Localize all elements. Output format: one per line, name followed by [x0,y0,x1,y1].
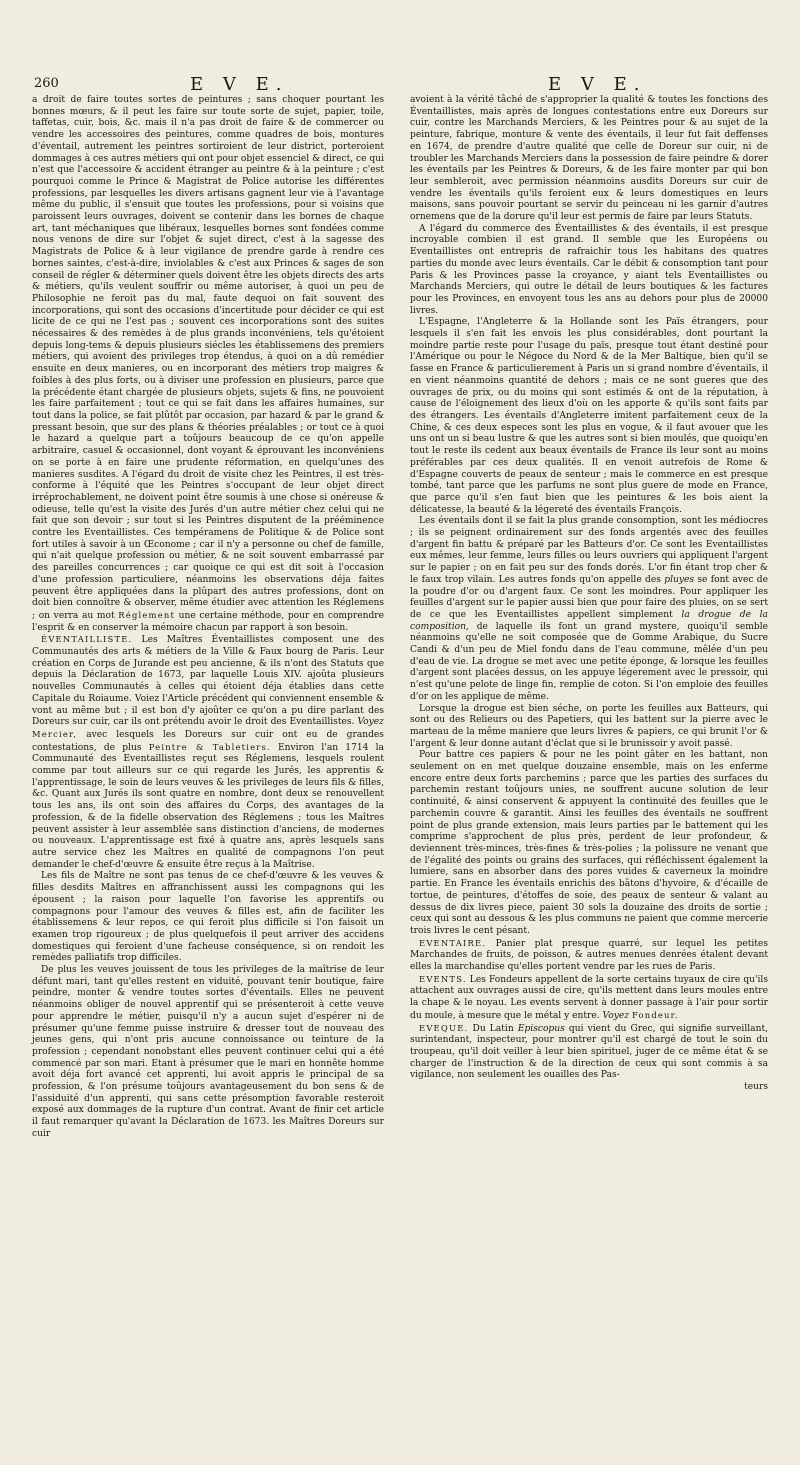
running-head-left: E V E. [190,74,289,95]
entry-eventaire [410,938,768,974]
entry-headword: ÉVENTAILLISTE. [41,634,133,645]
entry-eveque [410,1023,768,1083]
entry-eventailliste [32,634,384,871]
left-column [32,95,384,1141]
paragraph: De plus les veuves jouissent de tous les privileges de la maîtrise de leur défunt mari, tant qu'elles restent en viduité, pouvant tenir boutique, faire peindre, monter & vendre toutes sortes d'éventails. Elles ne peuvent néanmoins obliger de nouvel apprentif qui se présenteroit à cette veuve pour apprendre le métier, puisqu'il n'y a aucun sujet d'espérer ni de présumer qu'une femme puisse instruire & dresser tout de nouveau des jeunes gens, qui n'ont pris aucune connoissance ou teinture de la profession ; cependant nonobstant elles peuvent continuer celui qui a été commencé par son mari. Etant à présumer que le mari en honnête homme avoit déja fort avancé cet apprenti, lui avoit appris le principal de sa profession, & l'on présume toûjours avantageusement du bon sens & de l'assiduité d'un apprenti, qui sans cette présomption favorable resteroit exposé aux dommages de la rupture d'un contrat. Avant de finir cet article il faut remarquer qu'avant la Déclaration de 1673. les Maîtres Doreurs sur cuir [32,965,384,1139]
paragraph: Pour battre ces papiers & pour ne les point gâter en les battant, non seulement on en met quelque douzaine ensemble, mais on les enferme encore entre deux forts parchemins ; parce que les parties des surfaces du parchemin restant toûjours unies, ne souffrent aucune solution de leur continuité, & ainsi conservent & appuyent la continuité des feuilles que le parchemin couvre & garantit. Ainsi les feuilles des éventails ne souffrent point de plus grande extension, mais leurs parties par le battement qui les comprime s'approchent de plus près, perdent de leur profondeur, & deviennent très-minces, très-fines & très-polies ; la polissure ne venant que de l'égalité des points ou grains des surfaces, qui réfléchissent également la lumiere, sans en absorber dans des pores vuides & caverneux la moindre partie. En France les éventails enrichis des bâtons d'hyvoire, & d'écaille de tortue, de peintures, d'étoffes de soie, des peaux de senteur & valant au dessus de dix livres piece, paient 30 sols la douzaine des droits de sortie ; ceux qui sont au dessous & les plus communs ne paient que comme mercerie trois livres le cent pésant. [410,750,768,936]
paragraph [32,95,384,634]
italic-term: la drogue de la composition, [410,609,768,632]
paragraph-text: se font avec de la poudre d'or ou d'argent faux. Ce sont les moindres. Pour appliquer les feuilles d'argent sur le papier aussi bien que pour faire des pluies, on se sert de ce que les Eventaillistes appellent simplement [410,574,768,620]
page-number: 260 [34,76,59,91]
entry-headword: EVEQUE. [419,1022,469,1033]
entry-headword: EVENTAIRE. [419,937,487,948]
paragraph-text: une certaine méthode, pour en comprendre l'esprit & en conserver la mémoire chacun par rapport à son besoin. [32,610,384,633]
paragraph-text: a droit de faire toutes sortes de peintures ; sans choquer pourtant les bonnes mœurs, & il peut les faire sur toute sorte de sujet, papier, toile, taffetas, cuir, bois, &c. mais il n'a pas droit de faire & de commercer ou vendre les accessoires des peintures, comme quadres de bois, montures d'éventail, autrement les peintres sortiroient de leur district, porteroient dommages à ces autres métiers qui ont pour objet essenciel & direct, ce qui n'est que l'accessoire & accident étranger au peintre & à la peinture ; c'est pourquoi comme le Prince & Magistrat de Police autorise les différentes professions, par lesquelles les divers artisans gagnent leur vie à l'avantage même du public, il s'ensuit que toutes les professions, pour si voisins que paroissent leurs ouvrages, doivent se contenir dans les bornes de chaque art, tant méchaniques que libéraux, lesquelles bornes sont fondées comme nous venons de dire sur l'objet & sujet direct, c'est à la sagesse des Magistrats de Police & à leur vigilance de prendre garde à rendre ces bornes saintes, c'est-à-dire, inviolables & c'est aux Princes & sages de son conseil de régler & déterminer quels doivent être les objets directs des arts & métiers, qu'ils veulent souffrir ou même autoriser, à quoi un peu de Philosophie ne feroit pas du mal, faute dequoi on fait souvent des incorporations, qui sont des occasions d'incertitude pour décider ce qui est licite de ce qui ne l'est pas ; souvent ces incorporations sont des suites nécessaires & des remèdes à de plus grands inconvéniens, tels qu'étoient depuis long-tems & depuis plusieurs siécles les établissemens des premiers métiers, qui avoient des privileges trop étendus, à quoi on a dû remédier ensuite en deux manieres, ou en incorporant des métiers trop maigres & foibles à des plus forts, ou à diviser une profession en plusieurs, parce que la précédente étant chargée de plusieurs objets, sujets & fins, ne pouvoient les faire parfaitement ; tout ce qui se fait dans les affaires humaines, sur tout dans la police, se fait plûtôt par occasion, par hazard & par le grand & pressant besoin, que sur des plans & théories préalables ; or tout ce à quoi le hazard a quelque part a toûjours beaucoup de ce qu'on appelle arbitraire, casuel & occasionnel, dont voyant & éprouvant les inconvéniens on se porte à en faire une prudente réformation, en quelqu'unes des manieres susdites. A l'égard du droit de visite chez les Peintres, il est très-conforme à l'équité que les Peintres s'occupant de leur objet direct irréprochablement, ne doivent point être soumis à une chose si onéreuse & odieuse, telle qu'est la visite des Jurés d'un autre métier chez celui qui ne fait que son devoir ; sur tout si les Peintres disputent de la prééminence contre les Eventaillistes. Ces tempéramens de Politique & de Police sont fort utiles à savoir à un Œconome ; car il n'y a personne ou chef de famille, qui n'ait quelque profession ou métier, & ne soit souvent embarrassé par des pareilles concurrences ; car quoique ce qui est dit soit à l'occasion d'une profession particuliere, néanmoins les observations déja faites peuvent être appliquées dans la plûpart des autres professions, dont on doit bien connoître & observer, même étudier avec attention les Réglemens ; on verra au mot [32,95,384,621]
paragraph-text: avec lesquels les Doreurs sur cuir ont eu de grandes contestations, de plus [32,729,384,753]
cross-reference: Fondeur. [631,1009,679,1020]
paragraph: avoient à la vérité tâché de s'approprier la qualité & toutes les fonctions des Éventaillistes, mais après de longues contestations entre eux Doreurs sur cuir, contre les Marchands Merciers, & les Peintres pour & au sujet de la peinture, fabrique, monture & vente des éventails, il leur fut fait deffenses en 1674, de prendre d'autre qualité que celle de Doreur sur cuir, ni de troubler les Marchands Merciers dans la possession de faire peindre & dorer les éventails par les Peintres & Doreurs, & de les faire monter par qui bon leur sembleroit, avec permission néanmoins ausdits Doreurs sur cuir de vendre les éventails qu'ils feroient eux & leurs domestiques en leurs maisons, sans pouvoir pourtant se servir du peinceau ni les garnir d'autres ornemens que de la dorure qu'il leur est permis de faire par leurs Statuts. [410,95,768,223]
italic-term: pluyes [664,574,695,585]
entry-events [410,974,768,1023]
paragraph-text: Les éventails dont il se fait la plus grande consomption, sont les médiocres ; ils se peignent ordinairement sur des fonds argentés avec des feuilles d'argent fin battu & préparé par les Batteurs d'or. Ce sont les Eventaillistes eux mêmes, leur femme, leurs filles ou leurs ouvriers qui appliquent l'argent sur le papier ; on en fait peu sur des fonds dorés. L'or fin étant trop cher & le faux trop vilain. Les autres fonds qu'on appelle des [410,516,768,585]
paragraph-text: de laquelle ils font un grand mystere, quoiqu'il semble néanmoins qu'elle ne soit composée que de Gomme Arabique, du Sucre Candi & d'un peu de Miel fondu dans de l'eau commune, mêlée d'un peu d'eau de vie. La drogue se met avec une petite éponge, & lorsque les feuilles d'argent sont placées dessus, on les appuye légerement avec le pressoir, qui n'est qu'une pelote de linge fin, remplie de coton. Si l'on emploie des feuilles d'or on les applique de même. [410,621,768,702]
paragraph: L'Espagne, l'Angleterre & la Hollande sont les Païs étrangers, pour lesquels il s'en fait les envois les plus considérables, dont pourtant la moindre partie reste pour l'usage du païs, presque tout étant destiné pour l'Amérique ou pour le Négoce du Nord & de la Mer Baltique, bien qu'il se fasse en France & particulierement à Paris un si grand nombre d'éventails, il en vient néanmoins quantité de dehors ; mais ce ne sont gueres que des ouvrages de prix, ou du moins qui sont estimés & ont de la réputation, à cause de l'éloignement des lieux d'où on les apporte & qu'ils sont faits par des étrangers. Les éventails d'Angleterre imitent parfaitement ceux de la Chine, & ces deux especes sont les plus en vogue, & il faut avouer que les uns ont un si beau lustre & que les autres sont si bien moulés, que quoiqu'en tout le reste ils cedent aux beaux éventails de France ils leur sont au moins préférables par ces deux qualités. Il en venoit autrefois de Rome & d'Espagne couverts de peaux de senteur ; mais le commerce en est presque tombé, tant parce que les parfums ne sont plus guere de mode en France, que parce qu'il s'en faut bien que les peintures & les bois aient la délicatesse, la beauté & la légereté des éventails François. [410,317,768,515]
paragraph-text: Panier plat presque quarré, sur lequel les petites Marchandes de fruits, de poisson, & autres menues denrées étalent devant elles la marchandise qu'elles portent vendre par les rues de Paris. [410,938,768,973]
italic-term: Episcopus [517,1023,565,1034]
paragraph: Les fils de Maître ne sont pas tenus de ce chef-d'œuvre & les veuves & filles desdits Maîtres en affranchissent aussi les compagnons qui les épousent ; la raison pour laquelle l'on favorise les apprentifs ou compagnons pour l'amour des veuves & filles est, afin de faciliter les établissemens & leur repos, ce qui feroit plus difficile si l'on faisoit un examen trop rigoureux ; de plus quelquefois il peut arriver des accidens domestiques qui feroient d'une facheuse conséquence, si on rendoit les remèdes palliatifs trop difficiles. [32,871,384,964]
paragraph-text: Les Fondeurs appellent de la sorte certains tuyaux de cire qu'ils attachent aux ouvrages aussi de cire, qu'ils mettent dans leurs moules entre la chape & le noyau. Les events servent à donner passage à l'air pour sortir du moule, à mesure que le métal y entre. [410,974,768,1021]
paragraph-text: Les Maîtres Éventaillistes composent une des Communautés des arts & métiers de la Ville & Faux bourg de Paris. Leur création en Corps de Jurande est peu ancienne, & ils n'ont des Statuts que depuis la Déclaration de 1673, par laquelle Louis XIV. ajoûta plusieurs nouvelles Communautés à celles qui étoient déja établies dans cette Capitale du Roiaume. Voiez l'Article précédent qui conviennent ensemble & vont au même but ; il est bon d'y ajoûter ce qu'on a pu dire parlant des Doreurs sur cuir, car ils ont prétendu avoir le droit des Eventaillistes. [32,635,384,728]
paragraph-text: Du Latin [472,1023,514,1034]
see-also-label: Voyez [357,717,384,728]
paragraph: Lorsque la drogue est bien séche, on porte les feuilles aux Batteurs, qui sont ou des Relieurs ou des Papetiers, qui les battent sur la pierre avec le marteau de la même maniere que leurs livres & papiers, ce qui brunit l'or & l'argent & leur donne autant d'éclat que si le brunissoir y avoit passé. [410,703,768,749]
running-head-right: E V E. [548,74,647,95]
catchword: teurs [744,1082,768,1093]
paragraph: A l'égard du commerce des Éventaillistes & des éventails, il est presque incroyable combien il est grand. Il semble que les Européens ou Eventaillistes ont entrepris de rafraichir tous les habitans des quatres parties du monde avec leurs éventails. Car le débit & consomption tant pour Paris & les Provinces passe la croyance, y aiant tels Eventaillistes ou Marchands Merciers, qui outre le détail de leurs boutiques & les factures pour les Provinces, en envoyent tous les ans au dehors pour plus de 20000 livres. [410,223,768,316]
see-also-label: Voyez [602,1010,630,1021]
paragraph [410,516,768,703]
right-column [410,95,768,1094]
entry-headword: EVENTS. [419,973,467,984]
cross-reference: Peintre & Tabletiers. [148,741,271,752]
cross-reference: Réglement [118,609,176,620]
paragraph-text: Environ l'an 1714 la Communauté des Eventaillistes reçut ses Réglemens, lesquels roulent comme par tout ailleurs sur ce qui regarde les Jurés, les apprentis & l'apprentissage, le soin de leurs veuves & les privileges de leurs fils & filles, &c. Quant aux Jurés ils sont quatre en nombre, dont deux se renouvellent tous les ans, ils ont soin des affaires du Corps, des avantages de la profession, & de la fidelle observation des Réglemens ; tous les Maîtres peuvent assister à leur assemblée sans distinction d'anciens, de modernes ou nouveaux. L'apprentissage est fixé à quatre ans, après lesquels sans autre service chez les Maîtres en qualité de compagnons l'on peut demander le chef-d'œuvre & ensuite être reçus à la Maîtrise. [32,742,384,870]
cross-reference: Mercier, [32,728,78,739]
paragraph-text: qui vient du Grec, qui signifie surveillant, surintendant, inspecteur, pour montrer qu'il est chargé de tout le soin du troupeau, qu'il doit veiller à leur bien spirituel, juger de ce même état & se charger de l'instruction & de la direction de ceux qui sont commis à sa vigilance, non seulement les ouailles des Pas- [410,1023,768,1081]
